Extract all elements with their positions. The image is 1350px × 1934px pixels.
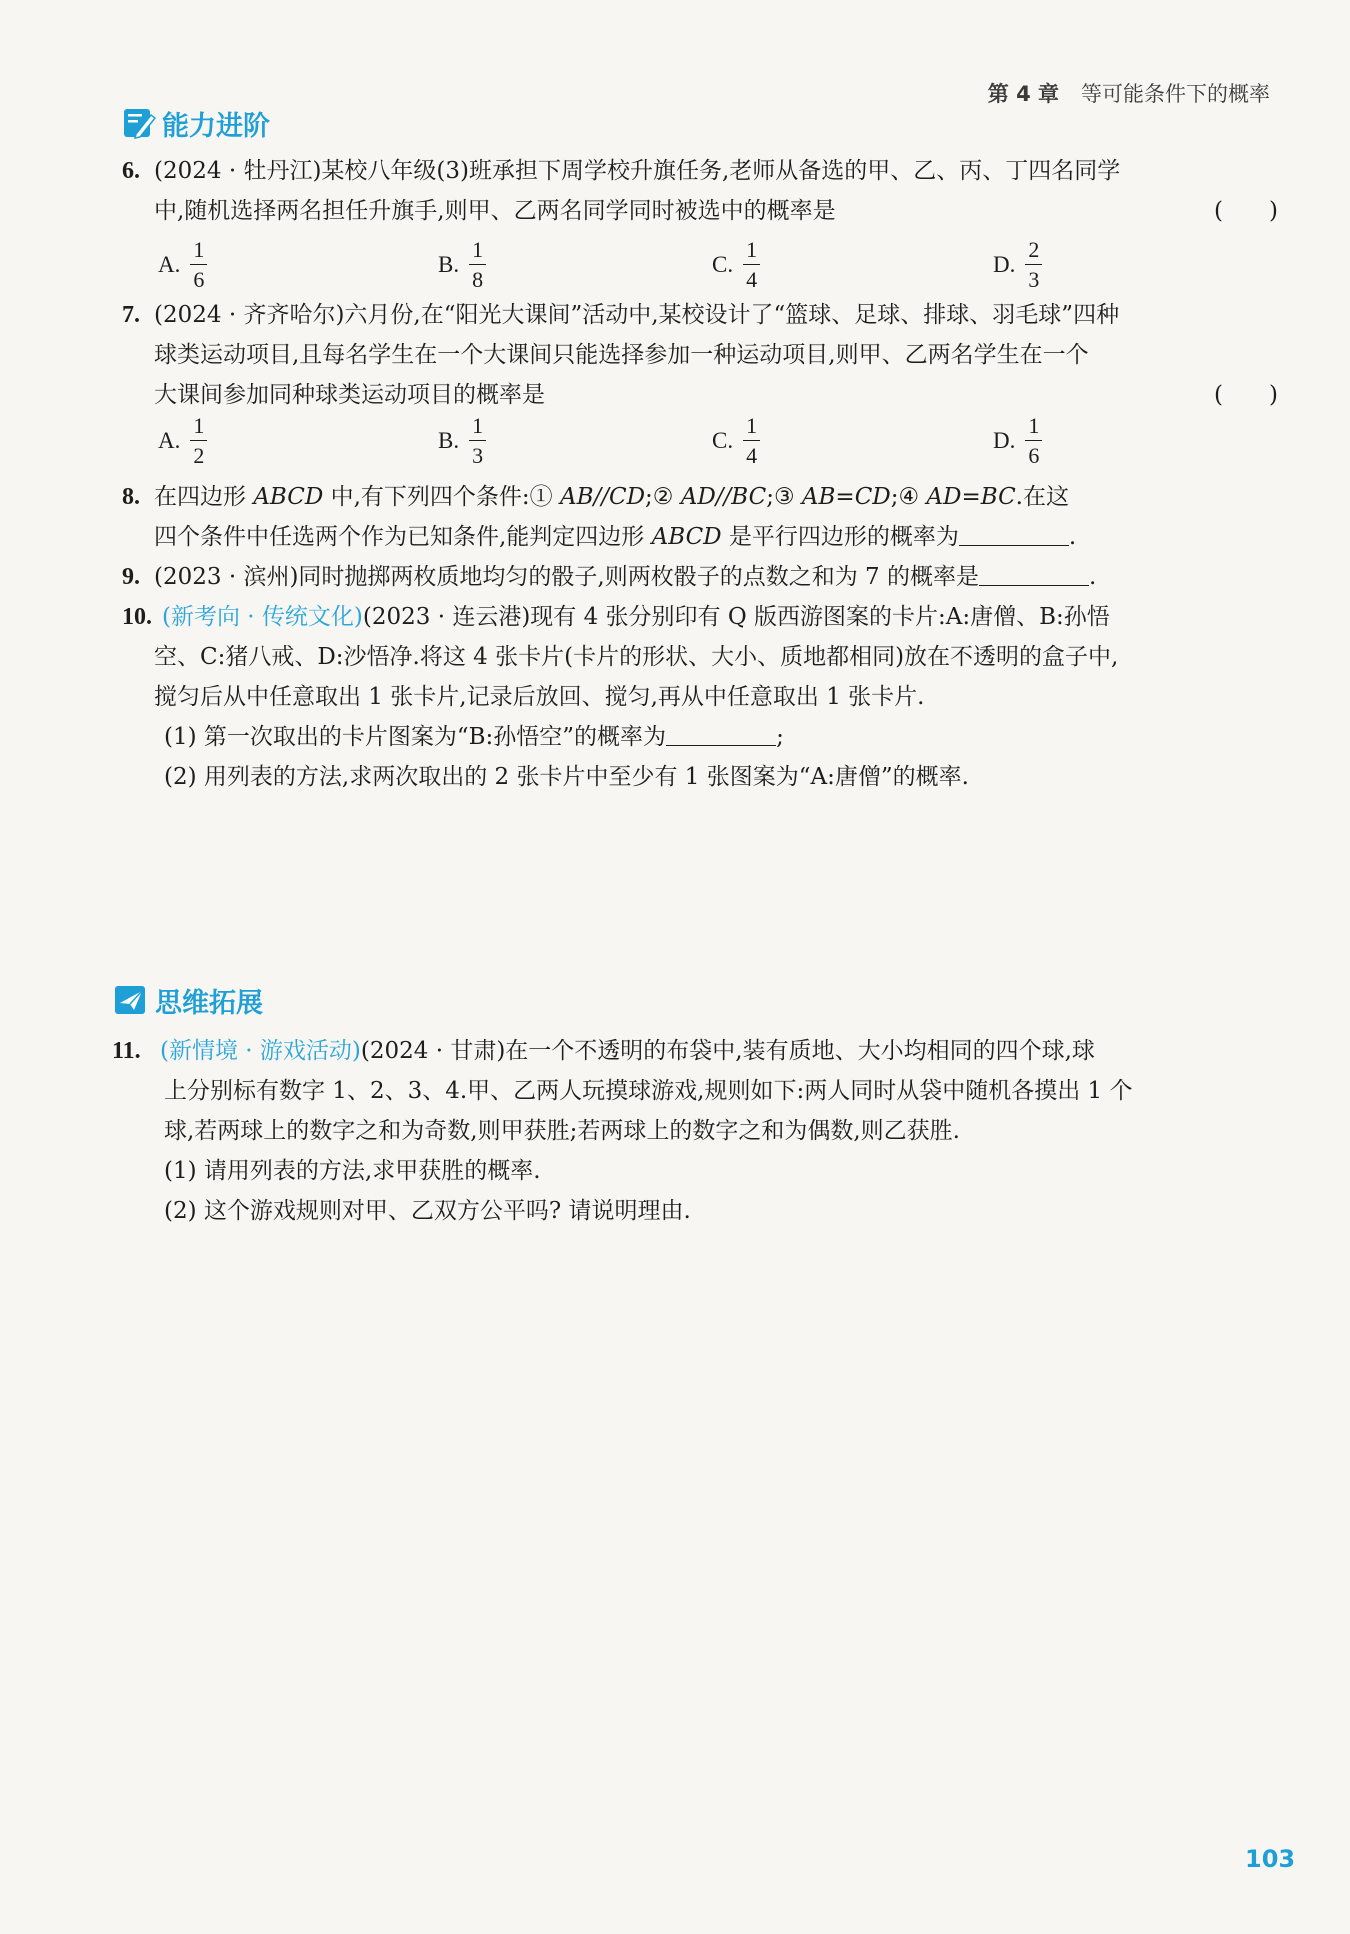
option-c [712,237,760,292]
sub-question-2: (2) 这个游戏规则对甲、乙双方公平吗? 请说明理由. [164,1198,691,1224]
sub-question-2: (2) 用列表的方法,求两次取出的 2 张卡片中至少有 1 张图案为“A:唐僧”的概率. [164,764,969,790]
option-a [158,237,207,292]
question-text-line: 球类运动项目,且每名学生在一个大课间只能选择参加一种运动项目,则甲、乙两名学生在一个 [154,342,1089,368]
text: (1) 第一次取出的卡片图案为“B:孙悟空”的概率为 [164,724,667,750]
denominator: 3 [472,443,484,468]
text: 四个条件中任选两个作为已知条件,能判定四边形 [154,524,652,550]
option-d [993,237,1042,292]
fraction [743,237,760,292]
chapter-header [988,78,1270,108]
answer-blank[interactable] [959,521,1069,546]
option-label: D. [993,427,1016,453]
question-7 [122,292,1282,432]
question-text-line: 中,随机选择两名担任升旗手,则甲、乙两名同学同时被选中的概率是 [154,198,836,224]
option-label: D. [993,251,1016,277]
question-text-line: 搅匀后从中任意取出 1 张卡片,记录后放回、搅匀,再从中任意取出 1 张卡片. [154,684,925,710]
text: ;③ [766,484,802,510]
category-tag: (新考向 · 传统文化) [162,604,363,630]
fraction [743,413,760,468]
text: (2024 · 甘肃)在一个不透明的布袋中,装有质地、大小均相同的四个球,球 [360,1038,1095,1064]
section-title: 思维拓展 [155,987,263,1019]
option-c [712,413,760,468]
text: .在这 [1015,484,1069,510]
question-number: 7. [122,302,140,328]
denominator: 6 [1028,443,1040,468]
denominator: 4 [746,267,758,292]
denominator: 2 [193,443,205,468]
fraction [190,237,207,292]
text: 是平行四边形的概率为 [721,524,959,550]
text: ;② [645,484,681,510]
fraction [469,413,486,468]
math-term: AB=CD [801,484,891,510]
question-number: 10. [122,604,152,630]
category-tag: (新情境 · 游戏活动) [160,1038,361,1064]
numerator: 1 [743,237,760,265]
numerator: 1 [1025,413,1042,441]
text: ; [776,724,784,750]
question-number: 9. [122,564,140,590]
question-10 [122,594,1282,814]
denominator: 8 [472,267,484,292]
math-term: AD=BC [926,484,1016,510]
section-heading-ability [122,103,270,143]
numerator: 1 [190,237,207,265]
text: . [1088,564,1097,590]
question-text-line: 空、C:猪八戒、D:沙悟净.将这 4 张卡片(卡片的形状、大小、质地都相同)放在不透明的盒子中, [154,644,1119,670]
chapter-number: 第 4 章 [987,82,1059,106]
math-term: AD//BC [680,484,767,510]
numerator: 1 [743,413,760,441]
text: ;④ [890,484,927,510]
paper-plane-icon [113,983,149,1017]
fraction [1025,413,1042,468]
fraction [1025,237,1042,292]
numerator: 1 [469,413,486,441]
answer-blank[interactable] [666,721,776,746]
question-text-line: (2024 · 齐齐哈尔)六月份,在“阳光大课间”活动中,某校设计了“篮球、足球、排球、羽毛球”四种 [154,302,1120,328]
text: 在四边形 [154,484,254,510]
option-label: B. [438,427,460,453]
math-term: AB//CD [559,484,646,510]
option-a [158,413,207,468]
question-text-line: 球,若两球上的数字之和为奇数,则甲获胜;若两球上的数字之和为偶数,则乙获胜. [164,1118,960,1144]
math-term: ABCD [253,484,324,510]
section-heading-thinking [113,980,263,1020]
math-term: ABCD [651,524,722,550]
page-number: 103 [1245,1845,1296,1873]
question-8 [122,474,1282,564]
question-6 [122,148,1282,308]
option-label: A. [158,427,181,453]
fraction [469,237,486,292]
answer-parentheses: ( ) [1214,198,1278,224]
numerator: 1 [469,237,486,265]
option-b [438,237,486,292]
denominator: 6 [193,267,205,292]
text: . [1068,524,1077,550]
option-label: C. [712,251,734,277]
question-text-line: 大课间参加同种球类运动项目的概率是 [154,382,545,408]
question-11 [112,1028,1287,1248]
answer-parentheses: ( ) [1214,382,1278,408]
option-label: B. [438,251,460,277]
text: 中,有下列四个条件:① [323,484,560,510]
pencil-note-icon [122,106,156,140]
option-label: A. [158,251,181,277]
denominator: 4 [746,443,758,468]
question-number: 11. [112,1038,141,1064]
question-number: 6. [122,158,140,184]
question-text-line: 上分别标有数字 1、2、3、4.甲、乙两人玩摸球游戏,规则如下:两人同时从袋中随机各摸出 1 个 [164,1078,1133,1104]
option-label: C. [712,427,734,453]
chapter-title: 等可能条件下的概率 [1081,82,1270,106]
question-text-line: (2024 · 牡丹江)某校八年级(3)班承担下周学校升旗任务,老师从备选的甲、乙、丙、丁四名同学 [154,158,1121,184]
answer-blank[interactable] [979,561,1089,586]
text: (2023 · 滨州)同时抛掷两枚质地均匀的骰子,则两枚骰子的点数之和为 7 的概率是 [154,564,979,590]
question-number: 8. [122,484,140,510]
numerator: 2 [1025,237,1042,265]
option-d [993,413,1042,468]
option-b [438,413,486,468]
numerator: 1 [190,413,207,441]
section-title: 能力进阶 [162,110,270,142]
text: (2023 · 连云港)现有 4 张分别印有 Q 版西游图案的卡片:A:唐僧、B:孙悟 [362,604,1110,630]
sub-question-1: (1) 请用列表的方法,求甲获胜的概率. [164,1158,541,1184]
denominator: 3 [1028,267,1040,292]
fraction [190,413,207,468]
